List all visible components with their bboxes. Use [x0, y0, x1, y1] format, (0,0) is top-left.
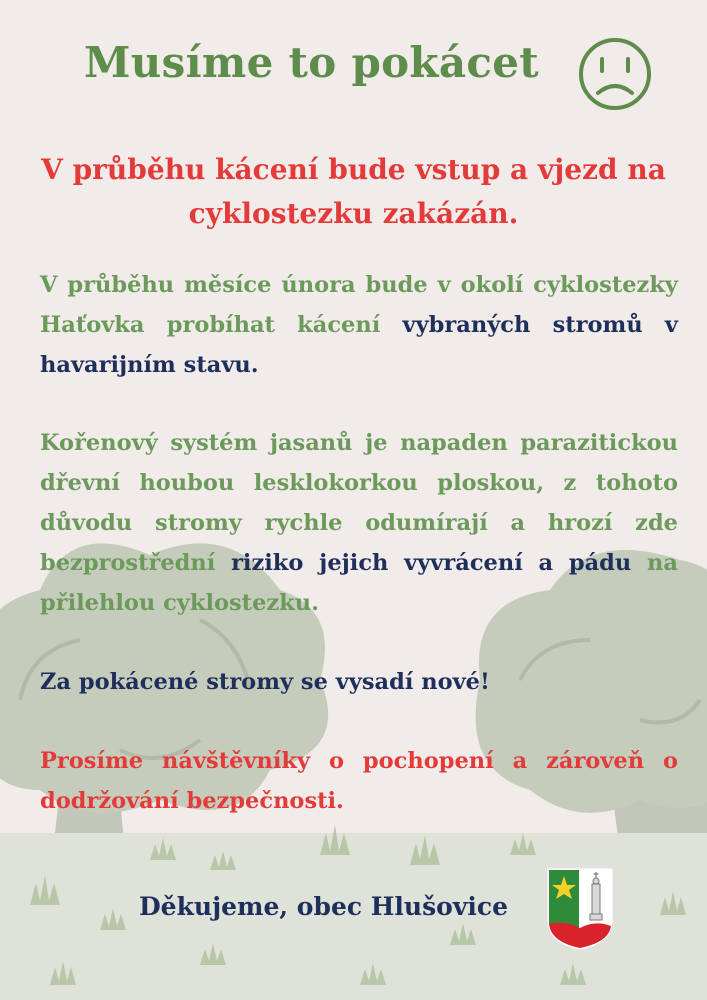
paragraph-1-highlight: vybraných stromů v havarijním stavu — [40, 312, 678, 378]
paragraph-request: Prosíme návštěvníky o pochopení a zároveň o dodržování bezpečnosti. — [40, 748, 678, 814]
warning-line-2: cyklostezku zakázán. — [188, 197, 519, 230]
thanks-signature: Děkujeme, obec Hlušovice — [139, 892, 508, 921]
closure-warning — [20, 148, 687, 236]
paragraph-2-end: na přilehlou cyklostezku. — [40, 550, 678, 616]
title-row — [0, 36, 707, 116]
sad-face-icon — [578, 37, 652, 111]
page-title: Musíme to pokácet — [84, 38, 539, 87]
paragraph-root-disease — [40, 423, 678, 623]
paragraph-felling-info — [40, 265, 678, 385]
paragraph-2-highlight: riziko jejich vyvrácení a pádu — [231, 550, 632, 576]
paragraph-2-text: Kořenový systém jasanů je napaden parazitickou dřevní houbou lesklokorkou ploskou, z tohoto důvodu stromy rychle odumírají a hrozí zde bezprostřední — [40, 430, 678, 576]
warning-line-1: V průběhu kácení bude vstup a vjezd na — [41, 153, 666, 186]
paragraph-replanting: Za pokácené stromy se vysadí nové! — [40, 669, 490, 695]
village-crest-icon — [545, 866, 615, 952]
paragraph-1-text: V průběhu měsíce února bude v okolí cyklostezky Haťovka probíhat kácení — [40, 272, 678, 338]
paragraph-1-end: . — [250, 352, 259, 378]
